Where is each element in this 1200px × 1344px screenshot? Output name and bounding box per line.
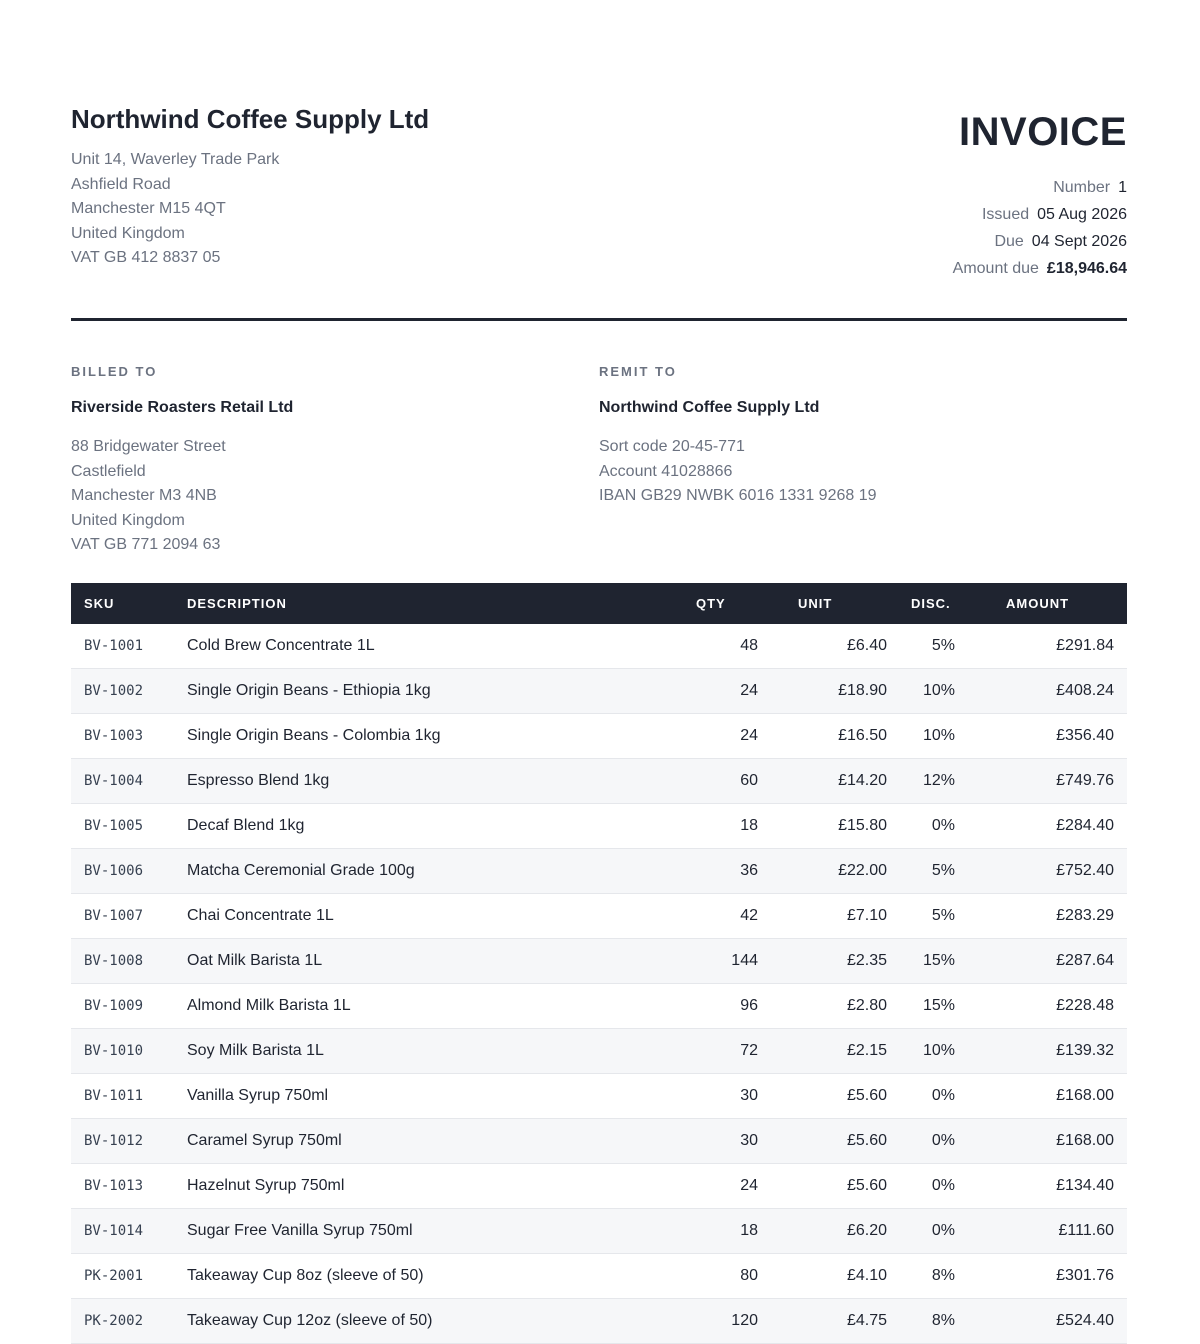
cell-sku: BV-1003	[71, 714, 187, 759]
table-row	[71, 984, 1127, 1029]
column-header-unit: UNIT	[773, 583, 887, 624]
column-header-sku: SKU	[71, 583, 187, 624]
seller-address-line: Unit 14, Waverley Trade Park	[71, 151, 280, 168]
cell-sku: BV-1002	[71, 669, 187, 714]
table-row	[71, 849, 1127, 894]
issued-date-row	[953, 201, 1127, 228]
cell-sku: BV-1008	[71, 939, 187, 984]
invoice-number-label: Number	[1053, 179, 1111, 196]
seller-block	[71, 100, 429, 282]
cell-description: Almond Milk Barista 1L	[187, 984, 696, 1029]
table-row	[71, 1299, 1127, 1344]
amount-due: £18,946.64	[1046, 260, 1127, 277]
cell-amount: £287.64	[982, 939, 1127, 984]
cell-description: Hazelnut Syrup 750ml	[187, 1164, 696, 1209]
due-date-row	[953, 228, 1127, 255]
cell-discount: 0%	[887, 1209, 982, 1254]
cell-sku: BV-1010	[71, 1029, 187, 1074]
invoice-title: INVOICE	[959, 110, 1127, 154]
remit-to-label: REMIT TO	[599, 364, 677, 379]
cell-description: Caramel Syrup 750ml	[187, 1119, 696, 1164]
cell-qty: 24	[696, 1164, 773, 1209]
invoice-header	[71, 100, 1127, 282]
table-row	[71, 1029, 1127, 1074]
seller-name: Northwind Coffee Supply Ltd	[71, 104, 430, 134]
seller-vat-number: VAT GB 412 8837 05	[71, 249, 221, 266]
cell-description: Espresso Blend 1kg	[187, 759, 696, 804]
cell-description: Takeaway Cup 12oz (sleeve of 50)	[187, 1299, 696, 1344]
cell-qty: 42	[696, 894, 773, 939]
cell-discount: 15%	[887, 984, 982, 1029]
cell-sku: PK-2001	[71, 1254, 187, 1299]
cell-qty: 60	[696, 759, 773, 804]
cell-sku: BV-1007	[71, 894, 187, 939]
cell-amount: £356.40	[982, 714, 1127, 759]
table-row	[71, 894, 1127, 939]
column-header-disc: DISC.	[887, 583, 982, 624]
cell-qty: 30	[696, 1119, 773, 1164]
cell-unit-price: £16.50	[773, 714, 887, 759]
cell-sku: BV-1009	[71, 984, 187, 1029]
table-row	[71, 1119, 1127, 1164]
cell-amount: £408.24	[982, 669, 1127, 714]
billed-to-address-line: 88 Bridgewater Street	[71, 438, 226, 455]
issued-date: 05 Aug 2026	[1037, 206, 1127, 223]
cell-discount: 8%	[887, 1254, 982, 1299]
table-header-row	[71, 583, 1127, 624]
cell-discount: 5%	[887, 894, 982, 939]
cell-description: Single Origin Beans - Colombia 1kg	[187, 714, 696, 759]
cell-unit-price: £5.60	[773, 1164, 887, 1209]
cell-description: Single Origin Beans - Ethiopia 1kg	[187, 669, 696, 714]
cell-discount: 10%	[887, 669, 982, 714]
invoice-meta-block	[953, 100, 1127, 282]
remit-to-block	[599, 364, 1127, 558]
column-header-qty: QTY	[696, 583, 773, 624]
billed-to-label: BILLED TO	[71, 364, 158, 379]
parties-section	[71, 364, 1127, 558]
seller-address-line: Ashfield Road	[71, 175, 171, 193]
cell-qty: 18	[696, 1209, 773, 1254]
cell-unit-price: £15.80	[773, 804, 887, 849]
cell-discount: 5%	[887, 849, 982, 894]
cell-sku: BV-1011	[71, 1074, 187, 1119]
cell-unit-price: £4.75	[773, 1299, 887, 1344]
table-row	[71, 759, 1127, 804]
cell-discount: 12%	[887, 759, 982, 804]
cell-qty: 120	[696, 1299, 773, 1344]
cell-sku: BV-1006	[71, 849, 187, 894]
cell-unit-price: £18.90	[773, 669, 887, 714]
cell-discount: 10%	[887, 714, 982, 759]
cell-sku: PK-2002	[71, 1299, 187, 1344]
cell-unit-price: £2.35	[773, 939, 887, 984]
billed-to-block	[71, 364, 599, 558]
cell-qty: 24	[696, 669, 773, 714]
cell-unit-price: £7.10	[773, 894, 887, 939]
cell-amount: £168.00	[982, 1119, 1127, 1164]
cell-qty: 36	[696, 849, 773, 894]
table-row	[71, 1254, 1127, 1299]
cell-amount: £301.76	[982, 1254, 1127, 1299]
cell-unit-price: £6.20	[773, 1209, 887, 1254]
cell-description: Soy Milk Barista 1L	[187, 1029, 696, 1074]
cell-amount: £168.00	[982, 1074, 1127, 1119]
column-header-amount: AMOUNT	[982, 583, 1127, 624]
cell-description: Cold Brew Concentrate 1L	[187, 624, 696, 669]
cell-discount: 10%	[887, 1029, 982, 1074]
cell-sku: BV-1005	[71, 804, 187, 849]
cell-description: Chai Concentrate 1L	[187, 894, 696, 939]
cell-amount: £291.84	[982, 624, 1127, 669]
table-row	[71, 714, 1127, 759]
table-row	[71, 1074, 1127, 1119]
cell-qty: 144	[696, 939, 773, 984]
billed-to-address-line: United Kingdom	[71, 511, 185, 529]
cell-discount: 0%	[887, 804, 982, 849]
sort-code: Sort code 20-45-771	[599, 438, 745, 455]
cell-unit-price: £22.00	[773, 849, 887, 894]
cell-unit-price: £4.10	[773, 1254, 887, 1299]
table-row	[71, 804, 1127, 849]
cell-amount: £749.76	[982, 759, 1127, 804]
cell-description: Decaf Blend 1kg	[187, 804, 696, 849]
cell-amount: £139.32	[982, 1029, 1127, 1074]
cell-qty: 30	[696, 1074, 773, 1119]
invoice-number: 1	[1118, 179, 1127, 196]
invoice-number-row	[953, 174, 1127, 201]
issued-date-label: Issued	[981, 206, 1030, 223]
cell-discount: 5%	[887, 624, 982, 669]
line-items-table	[71, 583, 1127, 1344]
cell-qty: 48	[696, 624, 773, 669]
cell-amount: £752.40	[982, 849, 1127, 894]
cell-discount: 0%	[887, 1119, 982, 1164]
cell-description: Vanilla Syrup 750ml	[187, 1074, 696, 1119]
due-date-label: Due	[994, 233, 1024, 250]
cell-sku: BV-1001	[71, 624, 187, 669]
remit-to-name: Northwind Coffee Supply Ltd	[599, 399, 820, 416]
column-header-description: DESCRIPTION	[187, 583, 696, 624]
seller-address-line: Manchester M15 4QT	[71, 200, 226, 217]
cell-qty: 72	[696, 1029, 773, 1074]
cell-discount: 0%	[887, 1164, 982, 1209]
cell-discount: 15%	[887, 939, 982, 984]
cell-description: Oat Milk Barista 1L	[187, 939, 696, 984]
table-row	[71, 1209, 1127, 1254]
amount-due-row	[953, 255, 1127, 282]
account-number: Account 41028866	[599, 462, 733, 480]
cell-unit-price: £14.20	[773, 759, 887, 804]
cell-sku: BV-1014	[71, 1209, 187, 1254]
cell-sku: BV-1013	[71, 1164, 187, 1209]
table-row	[71, 939, 1127, 984]
cell-unit-price: £5.60	[773, 1074, 887, 1119]
billed-to-vat-number: VAT GB 771 2094 63	[71, 536, 221, 553]
cell-unit-price: £2.15	[773, 1029, 887, 1074]
cell-amount: £284.40	[982, 804, 1127, 849]
cell-amount: £283.29	[982, 894, 1127, 939]
cell-qty: 80	[696, 1254, 773, 1299]
amount-due-label: Amount due	[952, 260, 1039, 277]
invoice-meta	[953, 174, 1127, 282]
cell-sku: BV-1004	[71, 759, 187, 804]
cell-amount: £111.60	[982, 1209, 1127, 1254]
seller-address-line: United Kingdom	[71, 224, 185, 242]
table-row	[71, 669, 1127, 714]
cell-amount: £134.40	[982, 1164, 1127, 1209]
cell-amount: £524.40	[982, 1299, 1127, 1344]
billed-to-address-line: Manchester M3 4NB	[71, 487, 217, 504]
cell-unit-price: £2.80	[773, 984, 887, 1029]
cell-amount: £228.48	[982, 984, 1127, 1029]
cell-description: Takeaway Cup 8oz (sleeve of 50)	[187, 1254, 696, 1299]
cell-unit-price: £6.40	[773, 624, 887, 669]
cell-qty: 18	[696, 804, 773, 849]
table-row	[71, 1164, 1127, 1209]
billed-to-name: Riverside Roasters Retail Ltd	[71, 399, 294, 416]
iban: IBAN GB29 NWBK 6016 1331 9268 19	[599, 487, 877, 504]
cell-description: Sugar Free Vanilla Syrup 750ml	[187, 1209, 696, 1254]
cell-sku: BV-1012	[71, 1119, 187, 1164]
cell-unit-price: £5.60	[773, 1119, 887, 1164]
cell-description: Matcha Ceremonial Grade 100g	[187, 849, 696, 894]
billed-to-address-line: Castlefield	[71, 462, 146, 480]
table-row	[71, 624, 1127, 669]
header-divider	[71, 318, 1127, 321]
cell-qty: 24	[696, 714, 773, 759]
cell-qty: 96	[696, 984, 773, 1029]
due-date: 04 Sept 2026	[1031, 233, 1127, 250]
cell-discount: 8%	[887, 1299, 982, 1344]
cell-discount: 0%	[887, 1074, 982, 1119]
